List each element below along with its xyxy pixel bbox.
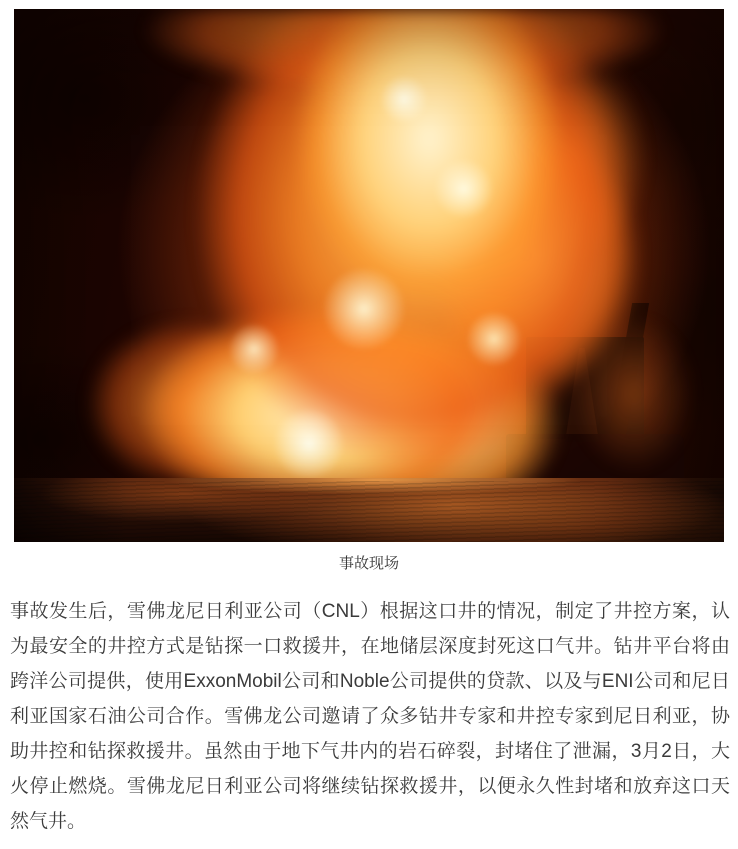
photo-vignette	[14, 9, 724, 542]
article-body	[10, 594, 730, 839]
accident-scene-photo	[14, 9, 724, 542]
accident-photo-figure	[0, 9, 738, 572]
photo-caption: 事故现场	[338, 555, 399, 572]
article-paragraph: 事故发生后，雪佛龙尼日利亚公司（CNL）根据这口井的情况，制定了井控方案，认为最安全的井控方式是钻探一口救援井，在地储层深度封死这口气井。钻井平台将由跨洋公司提供，使用ExxonMobil公司和Noble公司提供的贷款、以及与ENI公司和尼日利亚国家石油公司合作。雪佛龙公司邀请了众多钻井专家和井控专家到尼日利亚，协助井控和钻探救援井。虽然由于地下气井内的岩石碎裂，封堵住了泄漏，3月2日，大火停止燃烧。雪佛龙尼日利亚公司将继续钻探救援井，以便永久性封堵和放弃这口天然气井。	[10, 601, 730, 832]
